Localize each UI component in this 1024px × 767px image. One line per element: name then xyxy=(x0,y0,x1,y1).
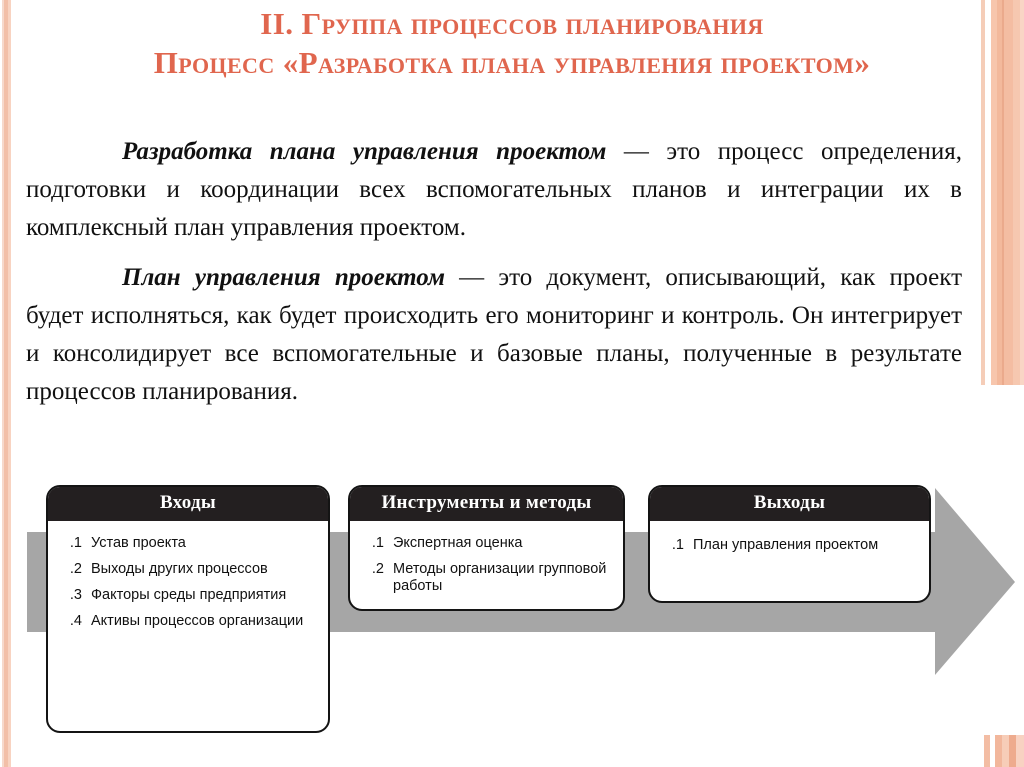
ito-diagram xyxy=(0,470,1024,767)
list-item-number: .1 xyxy=(371,535,384,551)
list-item-label: План управления проектом xyxy=(693,537,879,553)
paragraph-2-body: — это документ, описывающий, как проект будет исполняться, как будет происходить его мониторинг и контроль. Он интегрирует и консолидирует все вспомогательные и базовые планы, полученные в результате процессов планирования. xyxy=(26,264,962,405)
paragraph-1-body: — это процесс определения, подготовки и координации всех вспомогательных планов и интеграции их в комплексный план управления проектом. xyxy=(26,138,962,241)
list-item-label: Устав проекта xyxy=(91,535,186,551)
right-decorative-border xyxy=(980,0,1024,385)
list-item-label: Методы организации групповой работы xyxy=(393,561,607,594)
list-item-number: .2 xyxy=(69,561,82,577)
list-item-number: .4 xyxy=(69,613,82,629)
ito-box-outputs-list xyxy=(650,521,929,573)
paragraph-definition-process xyxy=(26,133,962,247)
page-title xyxy=(60,4,964,82)
body-copy xyxy=(26,133,962,421)
page-title-line-1: II. Группа процессов планирования xyxy=(260,6,764,41)
list-item xyxy=(60,587,318,604)
ito-box-outputs-title: Выходы xyxy=(649,486,930,521)
list-item xyxy=(662,537,919,554)
list-item xyxy=(362,561,613,595)
list-item-label: Экспертная оценка xyxy=(393,535,523,551)
paragraph-2-lead-term: План управления проектом xyxy=(122,264,445,291)
list-item-label: Активы процессов организации xyxy=(91,613,304,629)
list-item-label: Выходы других процессов xyxy=(91,561,268,577)
ito-box-outputs xyxy=(648,485,931,603)
ito-box-tools-list xyxy=(350,521,623,611)
paragraph-1-lead-term: Разработка плана управления проектом xyxy=(122,138,607,165)
list-item-number: .1 xyxy=(69,535,82,551)
page-title-line-2: Процесс «Разработка плана управления проектом» xyxy=(153,45,871,80)
paragraph-definition-plan xyxy=(26,259,962,411)
ito-box-inputs-title: Входы xyxy=(47,486,329,521)
ito-box-tools-and-techniques xyxy=(348,485,625,611)
list-item xyxy=(60,561,318,578)
list-item-number: .3 xyxy=(69,587,82,603)
list-item xyxy=(60,535,318,552)
list-item-label: Факторы среды предприятия xyxy=(91,587,287,603)
ito-box-inputs-list xyxy=(48,521,328,649)
list-item xyxy=(362,535,613,552)
list-item-number: .1 xyxy=(671,537,684,553)
ito-box-tools-title: Инструменты и методы xyxy=(349,486,624,521)
list-item xyxy=(60,613,318,630)
list-item-number: .2 xyxy=(371,561,384,577)
ito-box-inputs xyxy=(46,485,330,733)
